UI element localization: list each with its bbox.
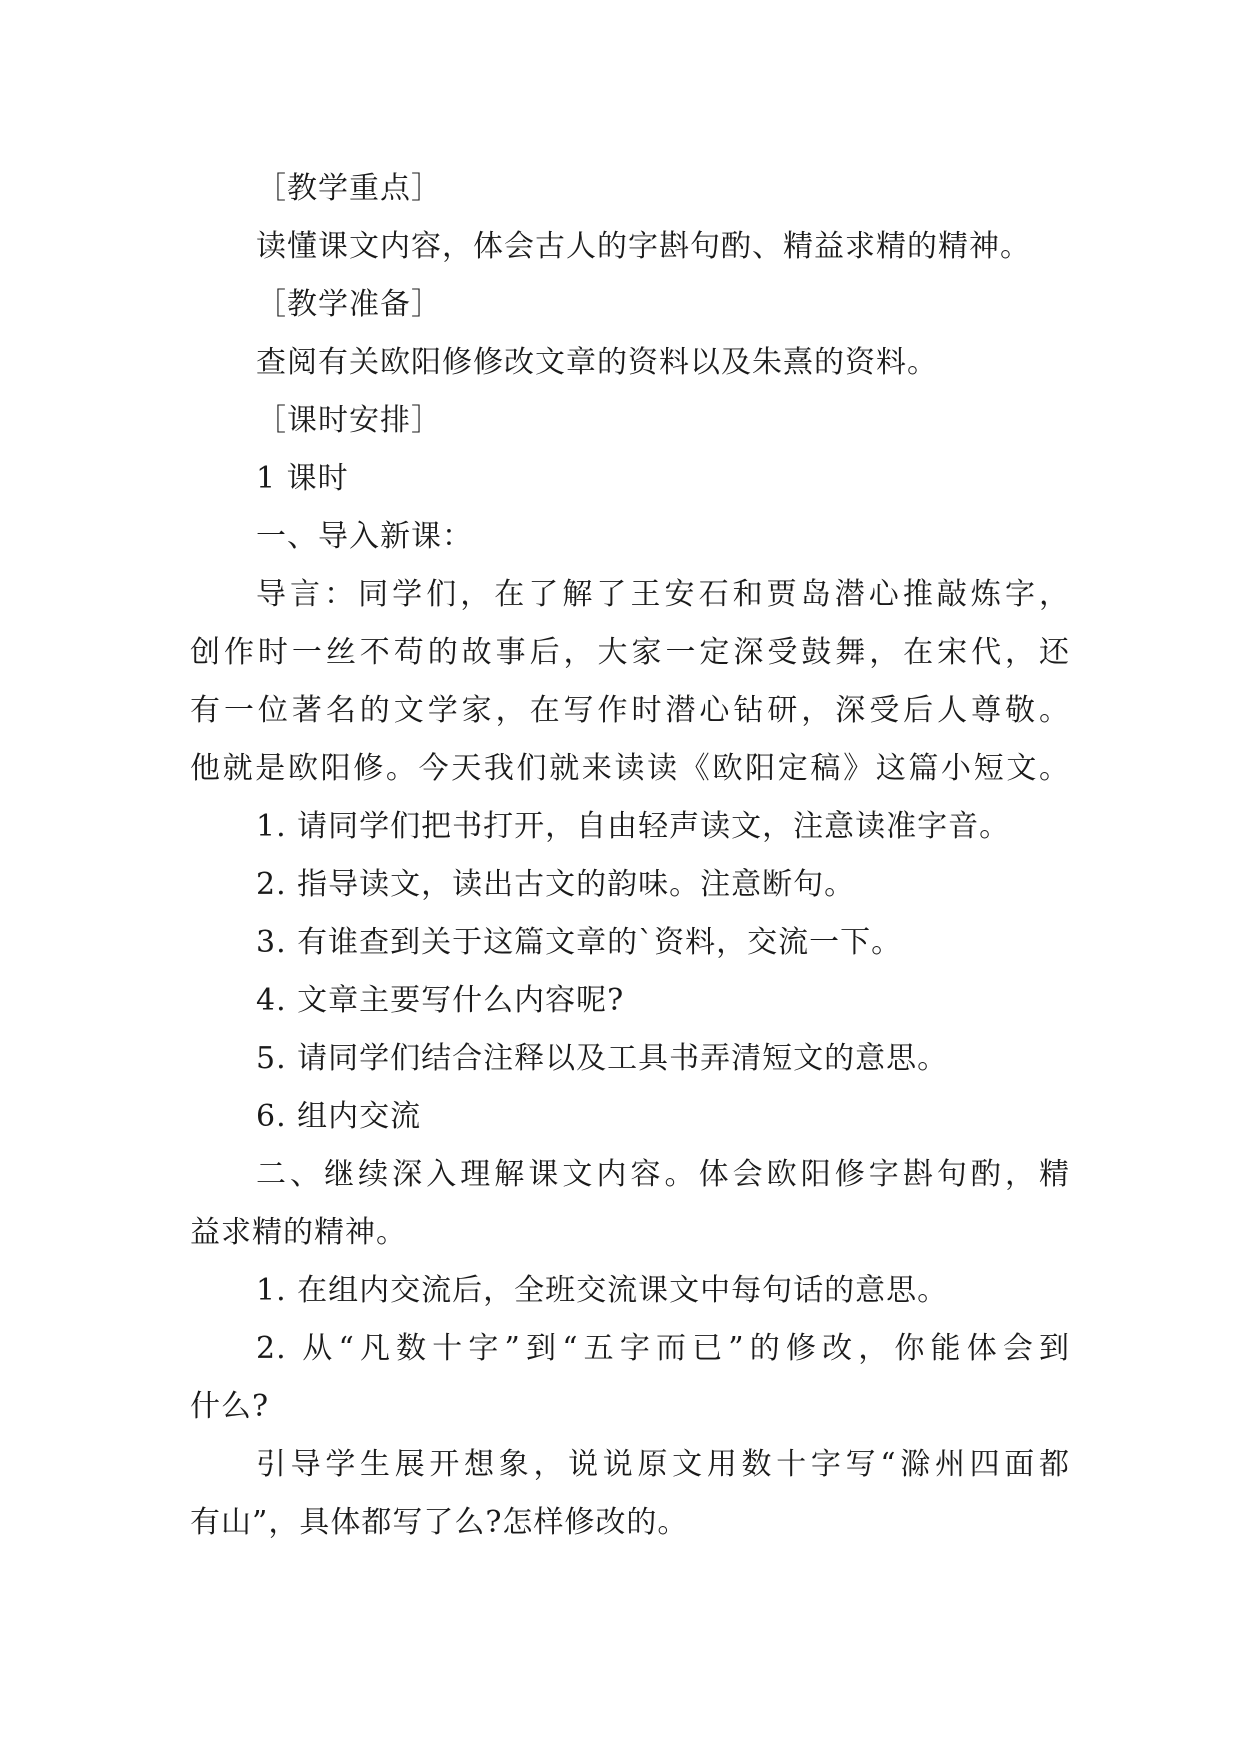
section-heading-deep-understanding: 二、继续深入理解课文内容。体会欧阳修字斟句酌，精 [256,1157,1070,1192]
paragraph-line: 引导学生展开想象，说说原文用数十字写“滁州四面都 [256,1447,1070,1482]
list-item: 4. 文章主要写什么内容呢? [256,983,625,1018]
list-item: 1. 在组内交流后，全班交流课文中每句话的意思。 [256,1273,949,1308]
document-body [190,160,1070,1552]
paragraph-line: 导言：同学们，在了解了王安石和贾岛潜心推敲炼字， [256,577,1070,612]
list-item: 2. 从“凡数十字”到“五字而已”的修改，你能体会到 [256,1331,1070,1366]
paragraph-line: 有一位著名的文学家，在写作时潜心钻研，深受后人尊敬。 [190,693,1070,728]
paragraph-line: 查阅有关欧阳修修改文章的资料以及朱熹的资料。 [256,345,938,380]
list-item: 5. 请同学们结合注释以及工具书弄清短文的意思。 [256,1041,949,1076]
section-heading-introduction: 一、导入新课： [256,519,473,554]
paragraph-line: 创作时一丝不苟的故事后，大家一定深受鼓舞，在宋代，还 [190,635,1070,670]
paragraph-line: 什么? [190,1389,270,1424]
section-heading-teaching-preparation: ［教学准备］ [256,287,442,322]
paragraph-line: 1 课时 [256,461,349,496]
paragraph-line: 有山”，具体都写了么?怎样修改的。 [190,1505,689,1540]
paragraph-line: 他就是欧阳修。今天我们就来读读《欧阳定稿》这篇小短文。 [190,751,1070,786]
list-item: 2. 指导读文，读出古文的韵味。注意断句。 [256,867,856,902]
section-heading-lesson-arrangement: ［课时安排］ [256,403,442,438]
list-item: 6. 组内交流 [256,1099,422,1134]
section-heading-teaching-focus: ［教学重点］ [256,171,442,206]
paragraph-line: 益求精的精神。 [190,1215,407,1250]
paragraph-line: 读懂课文内容，体会古人的字斟句酌、精益求精的精神。 [256,229,1031,264]
list-item: 1. 请同学们把书打开，自由轻声读文，注意读准字音。 [256,809,1011,844]
list-item: 3. 有谁查到关于这篇文章的`资料，交流一下。 [256,925,903,960]
